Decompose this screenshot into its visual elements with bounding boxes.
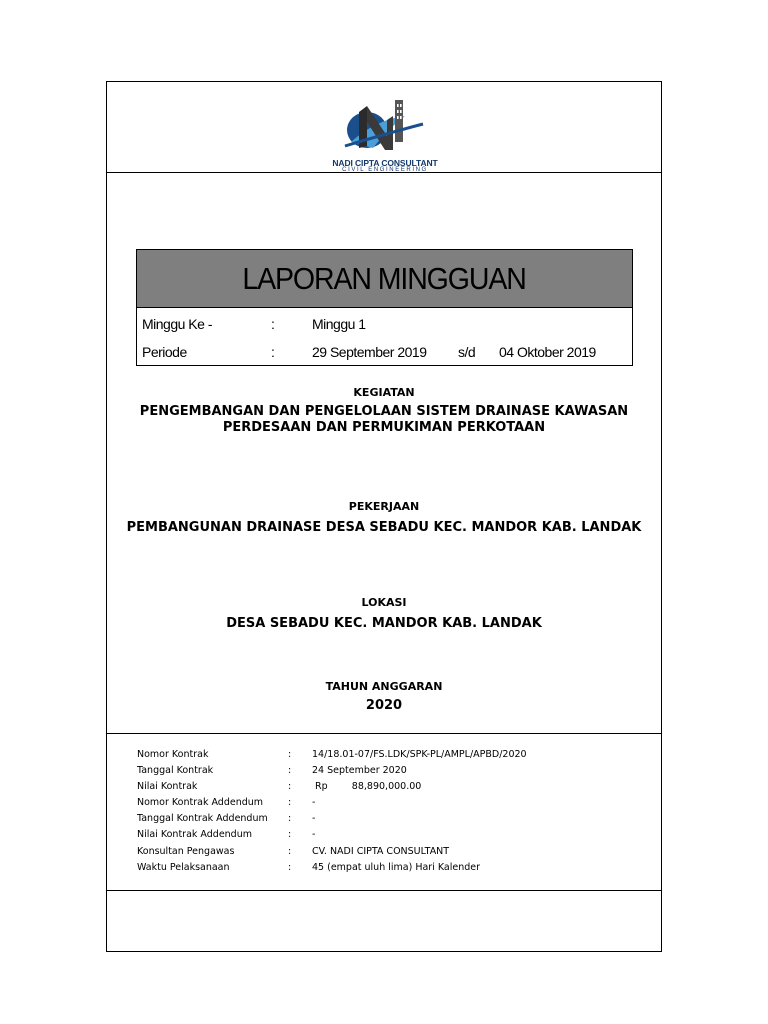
report-header-bar (137, 250, 632, 308)
kegiatan-line-1: PENGEMBANGAN DAN PENGELOLAAN SISTEM DRAINASE KAWASAN (139, 404, 629, 419)
period-colon: : (271, 344, 275, 360)
contract-value: CV. NADI CIPTA CONSULTANT (312, 846, 450, 857)
contract-colon: : (288, 862, 292, 873)
lokasi-value: DESA SEBADU KEC. MANDOR KAB. LANDAK (226, 616, 542, 631)
contract-colon: : (288, 781, 292, 792)
report-title-box (136, 249, 633, 366)
contract-value: Rp 88,890,000.00 (312, 781, 422, 792)
contract-value: 45 (empat uluh lima) Hari Kalender (312, 862, 481, 873)
contract-colon: : (288, 846, 292, 857)
logo-subtitle: CIVIL ENGINEERING (342, 167, 428, 173)
pekerjaan-label: PEKERJAAN (348, 500, 420, 513)
period-label: Periode (142, 344, 187, 360)
contract-key: Nomor Kontrak Addendum (137, 797, 264, 808)
week-colon: : (271, 316, 275, 332)
contract-value: 14/18.01-07/FS.LDK/SPK-PL/AMPL/APBD/2020 (312, 749, 527, 760)
report-title: LAPORAN MINGGUAN (242, 260, 527, 296)
lokasi-label: LOKASI (361, 596, 407, 609)
contract-key: Tanggal Kontrak Addendum (137, 813, 268, 824)
contract-value: - (312, 813, 316, 824)
contract-key: Tanggal Kontrak (137, 765, 214, 776)
kegiatan-line-2: PERDESAAN DAN PERMUKIMAN PERKOTAAN (222, 420, 546, 435)
kegiatan-label: KEGIATAN (353, 386, 415, 399)
contract-key: Nilai Kontrak Addendum (137, 829, 252, 840)
document-frame (106, 81, 662, 952)
tahun-anggaran-value: 2020 (365, 698, 403, 713)
header-divider (107, 172, 661, 173)
tahun-anggaran-label: TAHUN ANGGARAN (325, 680, 443, 693)
contract-colon: : (288, 765, 292, 776)
week-value: Minggu 1 (312, 316, 366, 332)
contract-key: Waktu Pelaksanaan (137, 862, 230, 873)
contract-colon: : (288, 797, 292, 808)
logo-emblem-icon (315, 90, 455, 158)
contract-top-divider (107, 733, 661, 734)
period-separator: s/d (458, 344, 476, 360)
logo-name: NADI CIPTA CONSULTANT (332, 158, 438, 168)
period-start: 29 September 2019 (312, 344, 427, 360)
footer-divider (107, 890, 661, 891)
contract-value: 24 September 2020 (312, 765, 407, 776)
contract-value: - (312, 829, 316, 840)
contract-key: Nilai Kontrak (137, 781, 198, 792)
period-end: 04 Oktober 2019 (499, 344, 596, 360)
contract-colon: : (288, 749, 292, 760)
company-logo (315, 90, 455, 173)
contract-value: - (312, 797, 316, 808)
week-label: Minggu Ke - (142, 316, 212, 332)
contract-key: Nomor Kontrak (137, 749, 209, 760)
pekerjaan-value: PEMBANGUNAN DRAINASE DESA SEBADU KEC. MANDOR KAB. LANDAK (126, 520, 642, 535)
contract-colon: : (288, 813, 292, 824)
contract-key: Konsultan Pengawas (137, 846, 235, 857)
contract-colon: : (288, 829, 292, 840)
